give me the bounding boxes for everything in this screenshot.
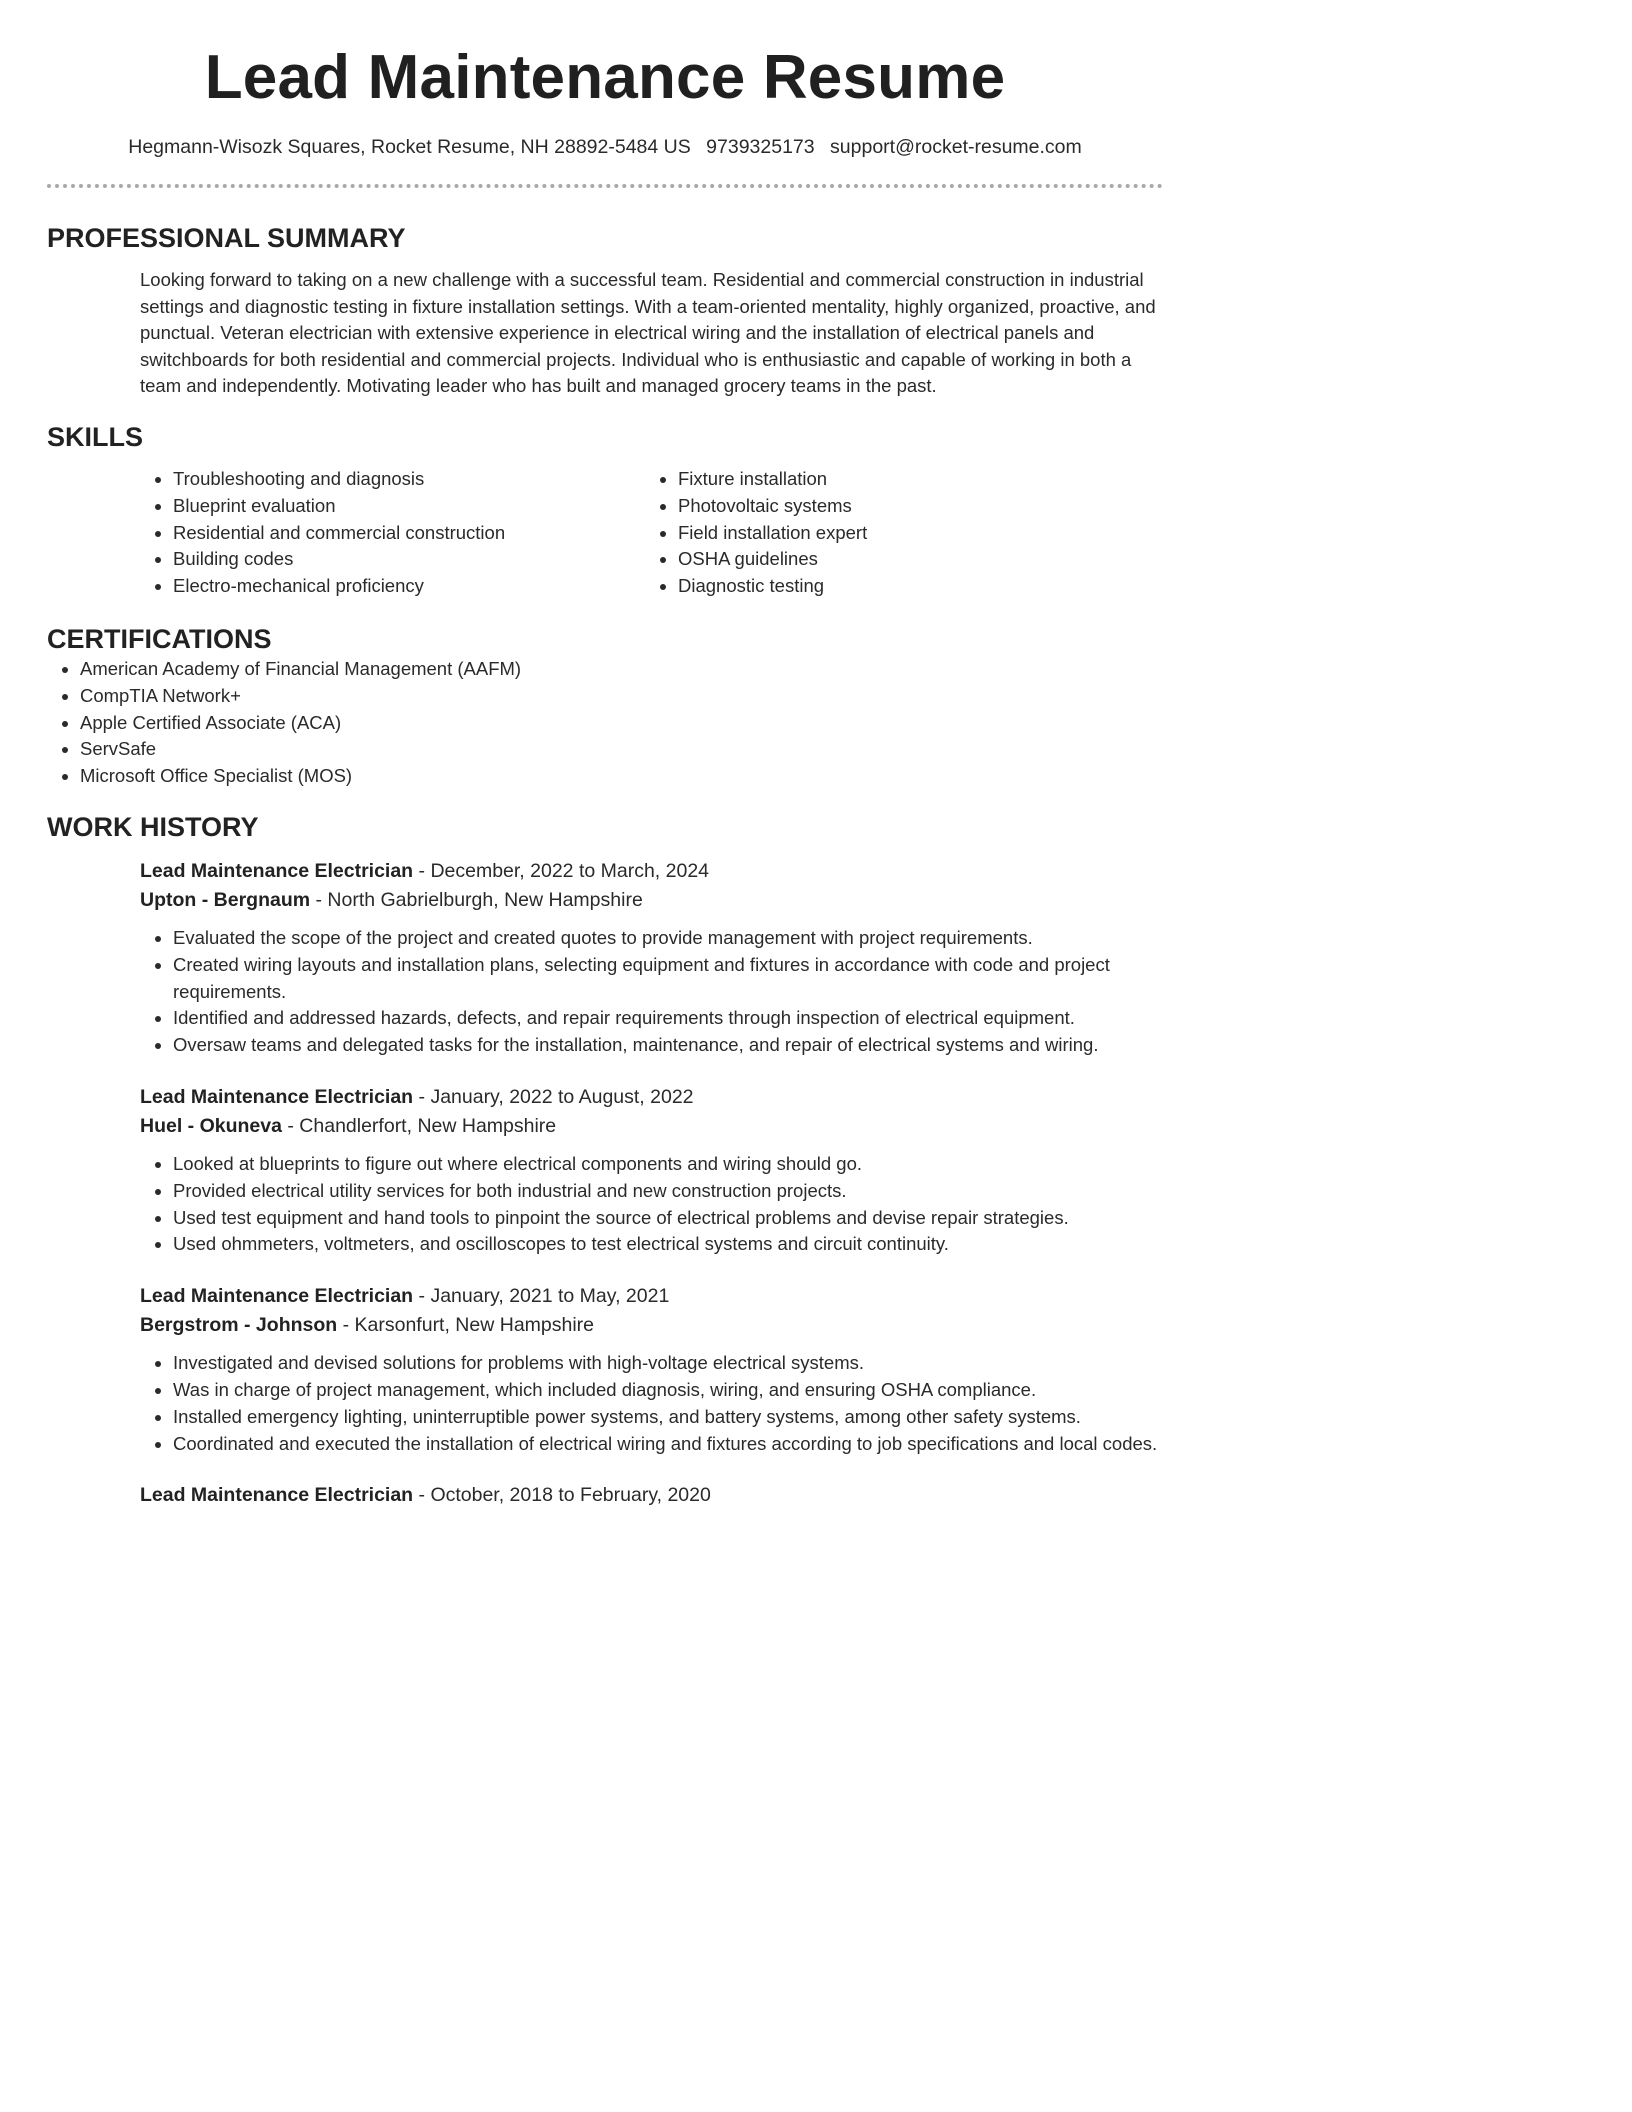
summary-heading: PROFESSIONAL SUMMARY	[47, 223, 406, 253]
skill-item: • Fixture installation	[678, 466, 1150, 493]
certifications-heading: CERTIFICATIONS	[47, 623, 272, 654]
job-duty: • Used test equipment and hand tools to pinpoint the source of electrical problems and devise repair strategies.	[173, 1205, 1163, 1232]
job-title-line	[140, 857, 1163, 886]
job-duty: • Installed emergency lighting, uninterruptible power systems, and battery systems, among other safety systems.	[173, 1404, 1163, 1431]
job-entry	[140, 857, 1163, 1059]
job-title-line	[140, 1282, 1163, 1311]
header-divider	[47, 184, 1163, 188]
certifications-list	[47, 656, 1163, 790]
certification-item: • CompTIA Network+	[80, 683, 1163, 710]
contact-email: support@rocket-resume.com	[830, 136, 1082, 158]
skill-item: • Blueprint evaluation	[173, 493, 645, 520]
job-duty: • Coordinated and executed the installation of electrical wiring and fixtures according to job specifications and local codes.	[173, 1431, 1163, 1458]
job-duty: • Created wiring layouts and installation plans, selecting equipment and fixtures in accordance with code and project requirements.	[173, 952, 1163, 1006]
skill-item: • Photovoltaic systems	[678, 493, 1150, 520]
job-title: Lead Maintenance Electrician	[140, 1085, 414, 1108]
job-title: Lead Maintenance Electrician	[140, 1285, 414, 1308]
job-company: Bergstrom - Johnson	[140, 1314, 338, 1337]
certification-item: • Microsoft Office Specialist (MOS)	[80, 763, 1163, 790]
job-entry	[140, 1481, 1163, 1510]
certification-item: • ServSafe	[80, 736, 1163, 763]
job-duty: • Provided electrical utility services for both industrial and new construction projects.	[173, 1178, 1163, 1205]
skill-item: • Electro-mechanical proficiency	[173, 573, 645, 600]
job-dates: - January, 2022 to August, 2022	[413, 1085, 694, 1108]
skill-item: • Residential and commercial construction	[173, 520, 645, 547]
skills-list-left	[140, 466, 645, 600]
job-company-line	[140, 1311, 1163, 1340]
job-duty: • Evaluated the scope of the project and created quotes to provide management with project requirements.	[173, 925, 1163, 952]
skills-grid	[140, 466, 1163, 600]
job-location: - North Gabrielburgh, New Hampshire	[310, 888, 643, 911]
job-location: - Karsonfurt, New Hampshire	[337, 1314, 595, 1337]
skill-item: • Building codes	[173, 546, 645, 573]
job-title-line	[140, 1481, 1163, 1510]
job-duty: • Was in charge of project management, which included diagnosis, wiring, and ensuring OSHA compliance.	[173, 1377, 1163, 1404]
summary-text: Looking forward to taking on a new challenge with a successful team. Residential and commercial construction in industrial settings and diagnostic testing in fixture installation settings. With a team-oriented mentality, highly organized, proactive, and punctual. Veteran electrician with extensive experience in electrical wiring and the installation of electrical panels and switchboards for both residential and commercial projects. Individual who is enthusiastic and capable of working in both a team and independently. Motivating leader who has built and managed grocery teams in the past.	[140, 269, 1156, 397]
skill-item: • Field installation expert	[678, 520, 1150, 547]
summary-section	[47, 221, 1163, 400]
job-duties-list	[140, 1350, 1163, 1457]
skill-item: • Diagnostic testing	[678, 573, 1150, 600]
job-company-line	[140, 886, 1163, 915]
certification-item: • American Academy of Financial Management (AAFM)	[80, 656, 1163, 683]
job-company-line	[140, 1112, 1163, 1141]
certification-item: • Apple Certified Associate (ACA)	[80, 710, 1163, 737]
skills-list-right	[645, 466, 1150, 600]
job-entry	[140, 1083, 1163, 1258]
skills-section	[47, 420, 1163, 600]
job-duty: • Investigated and devised solutions for problems with high-voltage electrical systems.	[173, 1350, 1163, 1377]
job-dates: - December, 2022 to March, 2024	[413, 859, 710, 882]
job-duty: • Used ohmmeters, voltmeters, and oscilloscopes to test electrical systems and circuit continuity.	[173, 1231, 1163, 1258]
job-duty: • Identified and addressed hazards, defects, and repair requirements through inspection of electrical equipment.	[173, 1005, 1163, 1032]
job-entry	[140, 1282, 1163, 1457]
job-title: Lead Maintenance Electrician	[140, 1484, 414, 1507]
certifications-section	[47, 622, 1163, 790]
job-title-line	[140, 1083, 1163, 1112]
contact-line	[47, 134, 1163, 160]
job-dates: - January, 2021 to May, 2021	[413, 1285, 670, 1308]
work-history-section	[47, 810, 1163, 1510]
job-dates: - October, 2018 to February, 2020	[413, 1484, 711, 1507]
page-title: Lead Maintenance Resume	[204, 43, 1006, 112]
job-duty: • Looked at blueprints to figure out where electrical components and wiring should go.	[173, 1151, 1163, 1178]
contact-phone: 9739325173	[706, 136, 815, 158]
work-history-heading: WORK HISTORY	[47, 811, 259, 842]
job-duty: • Oversaw teams and delegated tasks for the installation, maintenance, and repair of electrical systems and wiring.	[173, 1032, 1163, 1059]
skill-item: • OSHA guidelines	[678, 546, 1150, 573]
job-title: Lead Maintenance Electrician	[140, 859, 414, 882]
job-company: Huel - Okuneva	[140, 1114, 282, 1137]
job-duties-list	[140, 925, 1163, 1059]
job-location: - Chandlerfort, New Hampshire	[281, 1114, 557, 1137]
job-company: Upton - Bergnaum	[140, 888, 311, 911]
skill-item: • Troubleshooting and diagnosis	[173, 466, 645, 493]
skills-heading: SKILLS	[47, 421, 144, 452]
contact-address: Hegmann-Wisozk Squares, Rocket Resume, NH 28892-5484 US	[128, 136, 691, 158]
job-duties-list	[140, 1151, 1163, 1258]
